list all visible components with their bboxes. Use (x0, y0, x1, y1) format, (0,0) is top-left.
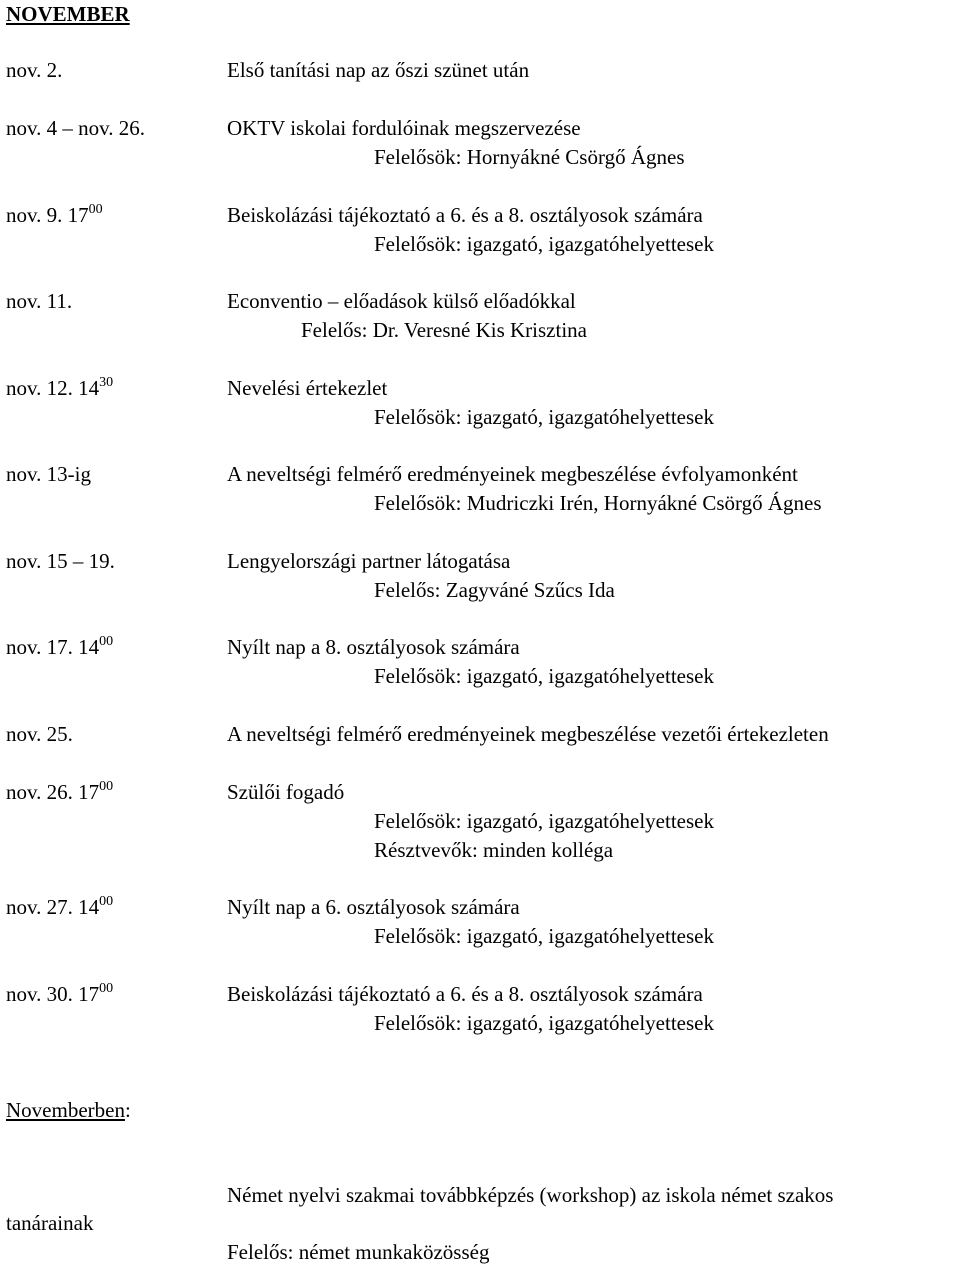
page-title: NOVEMBER (6, 2, 130, 26)
entry-detail: Felelősök: igazgató, igazgatóhelyettesek (374, 664, 714, 688)
entry-date (6, 980, 113, 1012)
entry-detail: Felelősök: igazgató, igazgatóhelyettesek (374, 232, 714, 256)
entry-date-text: nov. 17. 14 (6, 635, 100, 659)
section-title-text: Novemberben (6, 1098, 125, 1122)
entry-description: A neveltségi felmérő eredményeinek megbeszélése évfolyamonként (227, 462, 798, 486)
entry-date (6, 460, 91, 489)
bottom-responsible: Felelős: német munkaközösség (227, 1240, 490, 1264)
entry-date-text: nov. 15 – 19. (6, 549, 115, 573)
entry-date (6, 547, 115, 576)
entry-detail: Felelősök: igazgató, igazgatóhelyettesek (374, 1011, 714, 1035)
bottom-activity: Német nyelvi szakmai továbbképzés (workshop) az iskola német szakos (227, 1183, 834, 1207)
entry-description: Beiskolázási tájékoztató a 6. és a 8. osztályosok számára (227, 982, 703, 1006)
entry-description: Nyílt nap a 8. osztályosok számára (227, 635, 520, 659)
entry-detail: Felelősök: igazgató, igazgatóhelyettesek (374, 809, 714, 833)
entry-detail: Felelősök: Hornyákné Csörgő Ágnes (374, 145, 685, 169)
entry-date (6, 374, 113, 406)
entry-detail: Felelősök: igazgató, igazgatóhelyettesek (374, 405, 714, 429)
entry-description: Első tanítási nap az őszi szünet után (227, 58, 530, 82)
entry-date (6, 114, 145, 143)
entry-time-minutes: 30 (99, 375, 114, 390)
entry-date-text: nov. 26. 17 (6, 780, 100, 804)
entry-date-text: nov. 9. 17 (6, 203, 89, 227)
entry-date-text: nov. 27. 14 (6, 895, 100, 919)
entry-detail: Felelősök: igazgató, igazgatóhelyettesek (374, 924, 714, 948)
entry-date (6, 633, 113, 665)
entry-detail: Résztvevők: minden kolléga (374, 838, 614, 862)
entry-description: Lengyelországi partner látogatása (227, 549, 511, 573)
entry-date-text: nov. 25. (6, 722, 73, 746)
entry-time-minutes: 00 (99, 894, 114, 909)
entry-date (6, 778, 113, 810)
entry-date-text: nov. 13-ig (6, 462, 91, 486)
entry-date (6, 56, 62, 85)
section-title-colon: : (124, 1098, 131, 1122)
section-title (6, 1096, 131, 1125)
entry-date (6, 893, 113, 925)
entry-detail: Felelős: Dr. Veresné Kis Krisztina (301, 318, 587, 342)
entry-time-minutes: 00 (99, 634, 114, 649)
entry-date-text: nov. 30. 17 (6, 982, 100, 1006)
entry-detail: Felelősök: Mudriczki Irén, Hornyákné Csörgő Ágnes (374, 491, 822, 515)
entry-date (6, 287, 72, 316)
entry-description: Beiskolázási tájékoztató a 6. és a 8. osztályosok számára (227, 203, 703, 227)
entry-date (6, 720, 73, 749)
entry-time-minutes: 00 (99, 981, 114, 996)
entry-time-minutes: 00 (99, 779, 114, 794)
entry-description: OKTV iskolai fordulóinak megszervezése (227, 116, 581, 140)
entry-description: A neveltségi felmérő eredményeinek megbeszélése vezetői értekezleten (227, 722, 829, 746)
entry-detail: Felelős: Zagyváné Szűcs Ida (374, 578, 615, 602)
entry-date-text: nov. 2. (6, 58, 63, 82)
entry-time-minutes: 00 (88, 202, 103, 217)
entry-description: Szülői fogadó (227, 780, 345, 804)
entry-date-text: nov. 4 – nov. 26. (6, 116, 146, 140)
entry-date-text: nov. 11. (6, 289, 73, 313)
entry-description: Nevelési értekezlet (227, 376, 388, 400)
entry-date (6, 201, 103, 233)
entry-date-text: nov. 12. 14 (6, 376, 100, 400)
entry-description: Nyílt nap a 6. osztályosok számára (227, 895, 520, 919)
entry-description: Econventio – előadások külső előadókkal (227, 289, 576, 313)
bottom-label: tanárainak (6, 1211, 94, 1235)
